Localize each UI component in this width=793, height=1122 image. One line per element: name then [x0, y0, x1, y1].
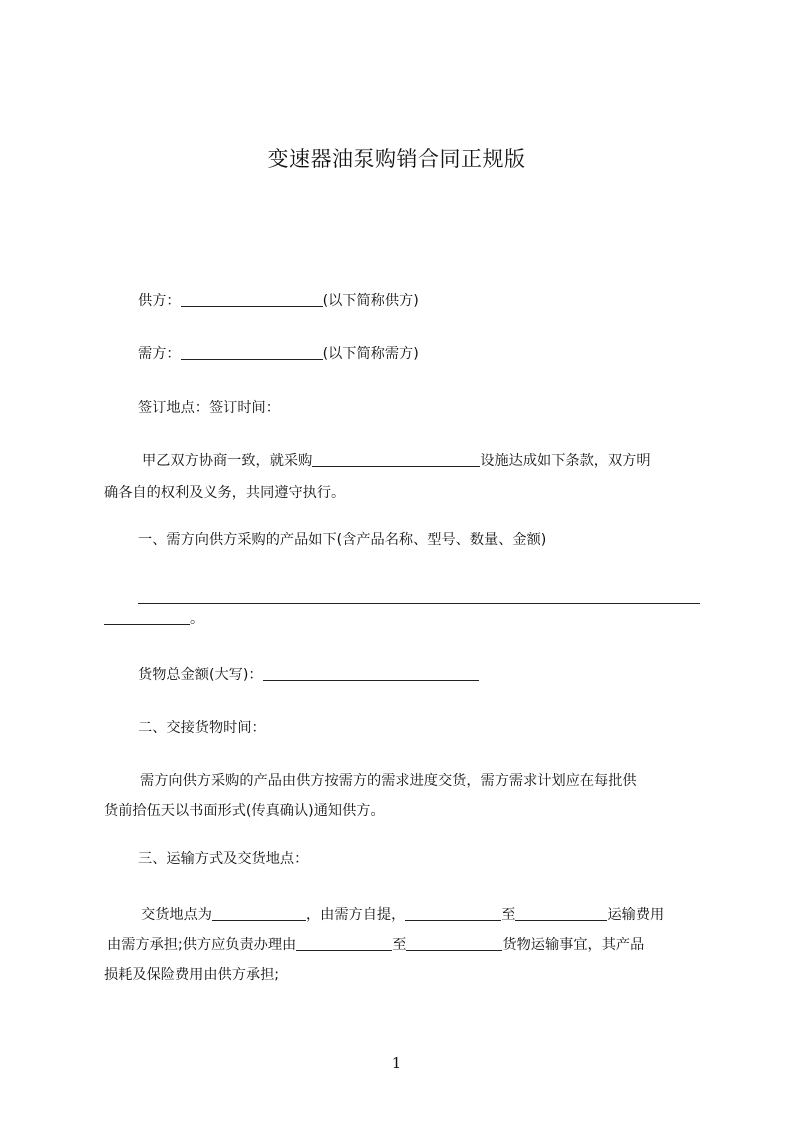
delivery-text-c: 至	[501, 907, 516, 923]
section3-line2	[104, 929, 707, 961]
product-end-mark: 。	[190, 611, 205, 627]
supplier-label: 供方：	[138, 293, 181, 309]
transport-text-a: 由需方承担;供方应负责办理由	[107, 937, 297, 953]
supplier-line	[104, 285, 738, 317]
section1-heading: 一、需方向供方采购的产品如下(含产品名称、型号、数量、金额)	[138, 532, 547, 548]
delivery-text-b: ，由需方自提，	[305, 907, 406, 923]
supplier-suffix: (以下简称供方)	[322, 293, 419, 309]
delivery-text-a: 交货地点为	[141, 907, 212, 923]
intro-line1	[104, 445, 742, 477]
transport-text-b: 至	[392, 937, 407, 953]
section3-line3: 损耗及保险费用由供方承担;	[104, 967, 280, 983]
buyer-label: 需方：	[138, 346, 181, 362]
delivery-place-blank	[212, 905, 306, 921]
intro-text-b: 设施达成如下条款，双方明	[480, 453, 651, 469]
product-blank-1	[138, 588, 700, 604]
section3-heading: 三、运输方式及交货地点：	[138, 851, 309, 867]
total-amount-label: 货物总金额(大写)：	[138, 667, 263, 683]
route-from-blank	[405, 905, 501, 921]
intro-line2: 确各自的权利及义务，共同遵守执行。	[104, 485, 346, 501]
transport-text-c: 货物运输事宜，其产品	[502, 937, 645, 953]
product-blank-line2	[104, 603, 704, 635]
procurement-blank	[312, 451, 480, 467]
buyer-line	[104, 338, 738, 370]
section2-line2: 货前拾伍天以书面形式(传真确认)通知供方。	[104, 803, 385, 819]
document-title: 变速器油泵购销合同正规版	[267, 147, 526, 171]
delivery-text-d: 运输费用	[607, 907, 665, 923]
buyer-suffix: (以下简称需方)	[322, 346, 419, 362]
transport-to-blank	[406, 935, 502, 951]
supplier-blank	[181, 291, 323, 307]
total-amount-line	[104, 659, 738, 691]
route-to-blank	[515, 905, 607, 921]
page-number: 1	[391, 1054, 402, 1072]
product-blank-2	[104, 609, 190, 625]
section2-line1: 需方向供方采购的产品由供方按需方的需求进度交货，需方需求计划应在每批供	[140, 773, 637, 789]
total-amount-blank	[263, 665, 479, 681]
intro-text-a: 甲乙双方协商一致，就采购	[142, 453, 313, 469]
buyer-blank	[181, 344, 323, 360]
section2-heading: 二、交接货物时间：	[138, 720, 266, 736]
transport-from-blank	[296, 935, 392, 951]
section3-line1	[104, 899, 741, 931]
sign-info: 签订地点：签订时间：	[138, 400, 280, 416]
